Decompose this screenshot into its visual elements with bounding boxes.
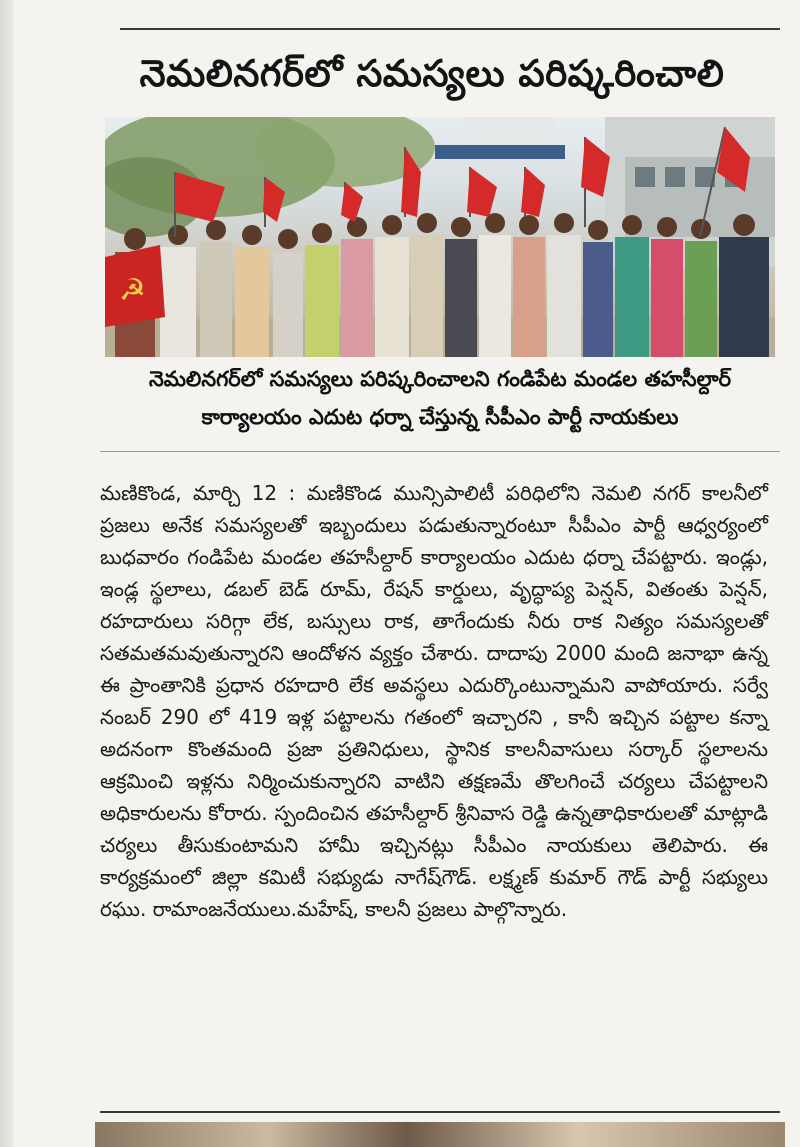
- top-divider: [120, 28, 780, 30]
- next-article-photo-edge: [95, 1122, 785, 1147]
- crowd: [115, 235, 769, 357]
- page-margin-strip: [0, 0, 14, 1147]
- hammer-sickle-icon: ☭: [119, 273, 146, 308]
- caption-divider: [100, 451, 780, 452]
- protest-photo-illustration: [105, 117, 775, 357]
- caption-line-2: కార్యాలయం ఎదుట ధర్నా చేస్తున్న సీపీఎం పార్టీ నాయకులు: [201, 405, 679, 429]
- bottom-divider: [100, 1111, 780, 1113]
- photo-caption: [100, 360, 780, 436]
- caption-line-1: నెమలినగర్‌లో సమస్యలు పరిష్కరించాలని గండిపేట మండల తహసీల్దార్: [148, 367, 732, 391]
- article-headline: నెమలినగర్‌లో సమస్యలు పరిష్కరించాలి: [139, 52, 725, 95]
- article-photo: [105, 117, 775, 357]
- article-body: మణికొండ, మార్చి 12 : మణికొండ మున్సిపాలిటీ పరిధిలోని నెమలి నగర్ కాలనీలో ప్రజలు అనేక సమస్యలతో ఇబ్బందులు పడుతున్నారంటూ సీపీఎం పార్టీ ఆధ్వర్యంలో బుధవారం గండిపేట మండల తహసీల్దార్ కార్యాలయం ఎదుట ధర్నా చేపట్టారు. ఇండ్లు, ఇండ్ల స్థలాలు, డబల్ బెడ్ రూమ్, రేషన్ కార్డులు, వృద్ధాప్య పెన్షన్, వితంతు పెన్షన్, రహదారులు సరిగ్గా లేక, బస్సులు రాక, తాగేందుకు నీరు రాక నిత్యం సమస్యలతో సతమతమవుతున్నారని ఆందోళన వ్యక్తం చేశారు. దాదాపు 2000 మంది జనాభా ఉన్న ఈ ప్రాంతానికి ప్రధాన రహదారి లేక అవస్థలు ఎదుర్కొంటున్నామని వాపోయారు. సర్వే నంబర్ 290 లో 419 ఇళ్ల పట్టాలను గతంలో ఇచ్చారని , కానీ ఇచ్చిన పట్టాల కన్నా అదనంగా కొంతమంది ప్రజా ప్రతినిధులు, స్థానిక కాలనీవాసులు సర్కార్ స్థలాలను ఆక్రమించి ఇళ్లను నిర్మించుకున్నారని వాటిని తక్షణమే తొలగించే చర్యలు చేపట్టాలని అధికారులను కోరారు. స్పందించిన తహసీల్దార్ శ్రీనివాస రెడ్డి ఉన్నతాధికారులతో మాట్లాడి చర్యలు తీసుకుంటామని హామీ ఇచ్చినట్లు సీపీఎం నాయకులు తెలిపారు. ఈ కార్యక్రమంలో జిల్లా కమిటీ సభ్యుడు నాగేష్‌గౌడ్. లక్ష్మణ్ కుమార్ గౌడ్ పార్టీ సభ్యులు రఘు. రామాంజనేయులు.మహేష్, కాలనీ ప్రజలు పాల్గొన్నారు.: [100, 481, 768, 921]
